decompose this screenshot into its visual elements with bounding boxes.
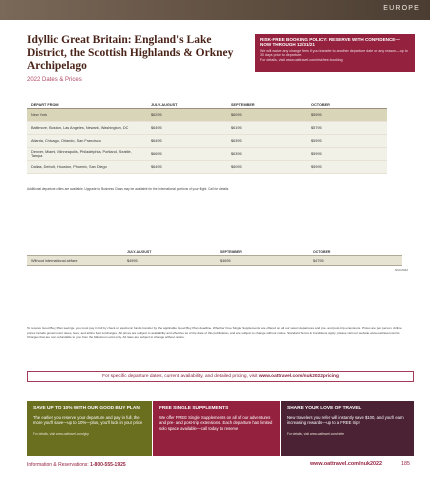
risk-free-promo bbox=[255, 34, 415, 72]
price-cell: $4695 bbox=[216, 256, 309, 266]
col-header-sep: SEPTEMBER bbox=[220, 249, 242, 254]
price-cell: $5995 bbox=[307, 148, 387, 161]
price-cell: $6495 bbox=[147, 122, 227, 135]
top-banner bbox=[0, 0, 430, 20]
price-cell: $4995 bbox=[123, 256, 216, 266]
price-cell: $6495 bbox=[147, 135, 227, 148]
col-header-blank bbox=[27, 248, 123, 256]
price-cell: $5995 bbox=[307, 161, 387, 174]
promo-link[interactable]: For details, visit www.oattravel.com/riskfree-booking bbox=[260, 58, 343, 62]
reservations-label: Information & Reservations: bbox=[27, 462, 91, 468]
promo-heading: RISK-FREE BOOKING POLICY: RESERVE WITH CONFIDENCE—NOW THROUGH 12/31/21 bbox=[260, 37, 400, 48]
good-buy-plan-box bbox=[27, 401, 152, 456]
airfare-pricing-table bbox=[27, 101, 387, 174]
price-cell: $6395 bbox=[227, 135, 307, 148]
row-label: Without international airfare bbox=[27, 256, 123, 266]
land-only-pricing-table bbox=[27, 248, 402, 266]
price-cell: $6495 bbox=[147, 161, 227, 174]
depart-city: New York bbox=[27, 109, 147, 122]
airfare-note: Additional departure cities are available. Upgrade to Business Class may be available for the international portions of your flight. Call for details. bbox=[27, 187, 230, 191]
price-cell: $6095 bbox=[227, 109, 307, 122]
box-body: We offer FREE Single Supplements on all of our adventures and pre- and post-trip extensions. Each departure has limited solo space available—call today to reserve bbox=[159, 415, 273, 431]
trip-code: NUK2022 bbox=[394, 268, 408, 272]
promo-body: We will waive any change fees if you transfer to another departure date or any reason—up to 30 days prior to departure. bbox=[260, 48, 408, 58]
table-row bbox=[27, 109, 387, 122]
price-cell: $6195 bbox=[227, 122, 307, 135]
table-row bbox=[27, 161, 387, 174]
tour-title: Idyllic Great Britain: England's Lake District, the Scottish Highlands & Orkney Archipelago bbox=[27, 34, 234, 72]
depart-city: Dallas, Detroit, Houston, Phoenix, San Diego bbox=[27, 161, 147, 174]
refer-a-friend-box bbox=[281, 401, 414, 456]
price-cell: $6695 bbox=[147, 148, 227, 161]
box-heading: SAVE UP TO 10% WITH OUR GOOD BUY PLAN bbox=[33, 406, 140, 411]
price-cell: $5995 bbox=[307, 109, 387, 122]
free-single-supplements-box bbox=[153, 401, 280, 456]
fine-print: To receive Good Buy Plan savings, you must pay in full by check or electronic funds transfer by the applicable Good Buy Plan deadline. Whether Free Single Supplements are offered on all our select departures and pre- and post-trip extensions. Prices are per person. Airline prices include government taxes, fees, and airline fuel surcharges. All prices are subject to availability and effective as of the date of this publication, and are subject to change without notice. Standard Terms & Conditions apply; please visit our website www.oattravel.com/tc. Charges that are non-refundable to you from the Maximum exist only. All rates are subject to change without notice. bbox=[27, 326, 402, 340]
table-row bbox=[27, 256, 402, 266]
dates-prices-subtitle: 2022 Dates & Prices bbox=[27, 77, 82, 83]
col-header-oct: OCTOBER bbox=[313, 249, 331, 254]
box-body: New travelers you refer will instantly save $100, and you'll earn increasing rewards—up to a FREE trip! bbox=[287, 415, 404, 426]
col-header-oct: OCTOBER bbox=[307, 101, 387, 109]
footer-url[interactable]: www.oattravel.com/nuk2022 bbox=[309, 461, 382, 467]
price-cell: $5795 bbox=[307, 122, 387, 135]
page-number: 185 bbox=[401, 461, 410, 467]
table-row bbox=[27, 135, 387, 148]
cta-link[interactable]: www.oattravel.com/nuk2022pricing bbox=[258, 374, 339, 379]
price-cell: $4795 bbox=[309, 256, 402, 266]
depart-city: Denver, Miami, Minneapolis, Philadelphia, Portland, Seattle, Tampa bbox=[27, 148, 147, 161]
depart-city: Atlanta, Chicago, Orlando, San Francisco bbox=[27, 135, 147, 148]
price-cell: $6295 bbox=[147, 109, 227, 122]
box-heading: FREE SINGLE SUPPLEMENTS bbox=[159, 406, 229, 411]
table-row bbox=[27, 148, 387, 161]
pricing-cta-banner bbox=[27, 371, 414, 382]
col-header-sep: SEPTEMBER bbox=[227, 101, 307, 109]
cta-text: For specific departure dates, current availability, and detailed pricing, visit bbox=[102, 374, 259, 379]
box-link[interactable]: For details, visit www.oattravel.com/gbp bbox=[33, 431, 89, 436]
col-header-depart: DEPART FROM bbox=[27, 101, 147, 109]
offer-boxes bbox=[27, 401, 414, 456]
phone-number[interactable]: 1-800-555-1925 bbox=[90, 462, 126, 468]
price-cell: $6395 bbox=[227, 148, 307, 161]
col-header-jul-aug: JULY-AUGUST bbox=[147, 101, 227, 109]
box-body: The earlier you reserve your departure and pay in full, the more you'll save—up to 10%—plus, you'll lock in your price bbox=[33, 415, 143, 426]
region-label: EUROPE bbox=[383, 5, 420, 12]
box-link[interactable]: For details, visit www.oattravel.com/refer bbox=[287, 431, 345, 436]
box-heading: SHARE YOUR LOVE OF TRAVEL bbox=[287, 406, 362, 411]
depart-city: Baltimore, Boston, Las Angeles, Newark, Washington, DC bbox=[27, 122, 147, 135]
table-row bbox=[27, 122, 387, 135]
col-header-jul-aug: JULY-AUGUST bbox=[127, 249, 152, 254]
price-cell: $6095 bbox=[227, 161, 307, 174]
reservations-info bbox=[27, 462, 126, 468]
price-cell: $5995 bbox=[307, 135, 387, 148]
